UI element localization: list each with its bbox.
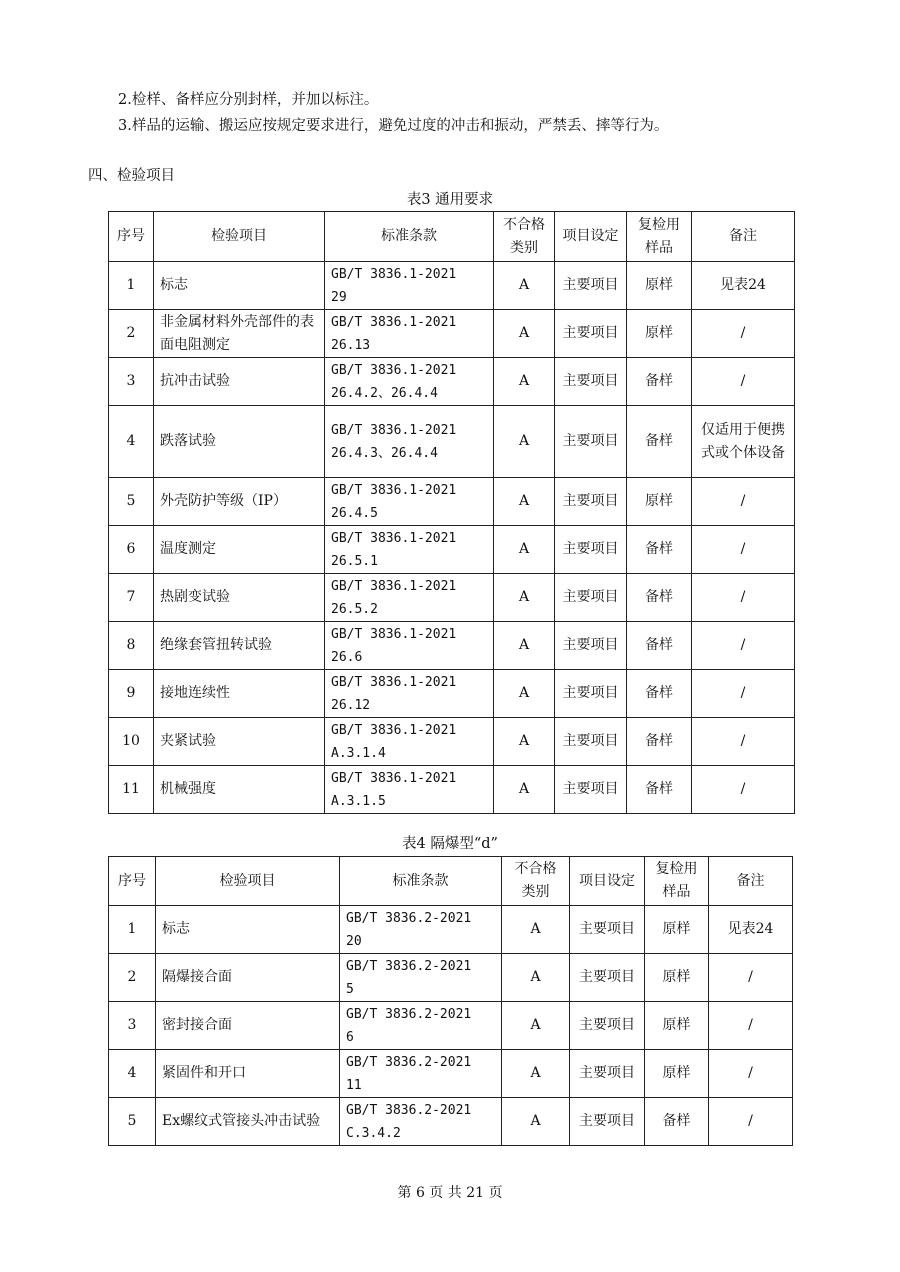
- standard-code: GB/T 3836.2-2021: [346, 958, 472, 974]
- cell-sample: 备样: [627, 358, 692, 406]
- table-row: [109, 1050, 793, 1098]
- standard-clause: 20: [346, 933, 362, 949]
- standard-code: GB/T 3836.1-2021: [331, 722, 457, 738]
- header-note: 备注: [692, 212, 795, 262]
- header-no: 序号: [109, 212, 154, 262]
- cell-standard: [325, 406, 494, 478]
- standard-clause: 26.4.3、26.4.4: [331, 445, 438, 461]
- standard-code: GB/T 3836.1-2021: [331, 266, 457, 282]
- header-note: 备注: [709, 857, 793, 906]
- table-row: [109, 906, 793, 954]
- cell-no: 4: [109, 406, 154, 478]
- cell-category: A: [494, 358, 555, 406]
- cell-no: 2: [109, 954, 156, 1002]
- cell-item: 标志: [156, 906, 340, 954]
- cell-category: A: [502, 1002, 570, 1050]
- standard-clause: 26.4.2、26.4.4: [331, 385, 438, 401]
- cell-category: A: [494, 526, 555, 574]
- cell-standard: [325, 262, 494, 310]
- standard-clause: 26.5.2: [331, 601, 378, 617]
- standard-code: GB/T 3836.2-2021: [346, 910, 472, 926]
- cell-sample: 备样: [627, 766, 692, 814]
- cell-setting: 主要项目: [555, 406, 627, 478]
- cell-category: A: [494, 262, 555, 310]
- cell-no: 3: [109, 1002, 156, 1050]
- cell-standard: [325, 718, 494, 766]
- cell-note: /: [709, 1050, 793, 1098]
- cell-item: 密封接合面: [156, 1002, 340, 1050]
- cell-setting: 主要项目: [570, 1002, 645, 1050]
- table-row: [109, 358, 795, 406]
- cell-item: 绝缘套管扭转试验: [154, 622, 325, 670]
- cell-item: 非金属材料外壳部件的表面电阻测定: [154, 310, 325, 358]
- cell-item: 接地连续性: [154, 670, 325, 718]
- table-row: [109, 1098, 793, 1146]
- standard-clause: 26.13: [331, 337, 371, 353]
- cell-item: 紧固件和开口: [156, 1050, 340, 1098]
- cell-no: 3: [109, 358, 154, 406]
- header-no: 序号: [109, 857, 156, 906]
- cell-sample: 备样: [627, 526, 692, 574]
- cell-setting: 主要项目: [555, 574, 627, 622]
- standard-clause: C.3.4.2: [346, 1125, 401, 1141]
- page-number-footer: 第 6 页 共 21 页: [397, 1185, 503, 1201]
- standard-clause: 11: [346, 1077, 362, 1093]
- intro-line-2: 3.样品的运输、搬运应按规定要求进行，避免过度的冲击和振动，严禁丢、摔等行为。: [118, 118, 669, 134]
- table-row: [109, 622, 795, 670]
- standard-clause: 29: [331, 289, 347, 305]
- standard-clause: 26.5.1: [331, 553, 378, 569]
- cell-sample: 备样: [627, 406, 692, 478]
- table-row: [109, 766, 795, 814]
- cell-category: A: [494, 310, 555, 358]
- cell-note: /: [692, 358, 795, 406]
- cell-item: 外壳防护等级（IP）: [154, 478, 325, 526]
- cell-setting: 主要项目: [555, 622, 627, 670]
- standard-code: GB/T 3836.1-2021: [331, 578, 457, 594]
- cell-standard: [325, 310, 494, 358]
- cell-no: 2: [109, 310, 154, 358]
- cell-no: 11: [109, 766, 154, 814]
- standard-clause: 26.4.5: [331, 505, 378, 521]
- standard-code: GB/T 3836.1-2021: [331, 626, 457, 642]
- cell-setting: 主要项目: [570, 1098, 645, 1146]
- cell-no: 5: [109, 1098, 156, 1146]
- cell-standard: [325, 478, 494, 526]
- cell-setting: 主要项目: [570, 1050, 645, 1098]
- cell-standard: [325, 670, 494, 718]
- cell-no: 1: [109, 262, 154, 310]
- cell-standard: [340, 906, 502, 954]
- cell-note: /: [692, 622, 795, 670]
- cell-setting: 主要项目: [555, 310, 627, 358]
- standard-code: GB/T 3836.1-2021: [331, 482, 457, 498]
- cell-note: /: [709, 1098, 793, 1146]
- cell-sample: 原样: [627, 478, 692, 526]
- cell-no: 5: [109, 478, 154, 526]
- cell-setting: 主要项目: [570, 954, 645, 1002]
- cell-standard: [325, 622, 494, 670]
- cell-standard: [340, 1050, 502, 1098]
- cell-setting: 主要项目: [555, 262, 627, 310]
- cell-setting: 主要项目: [555, 478, 627, 526]
- cell-setting: 主要项目: [555, 358, 627, 406]
- cell-sample: 备样: [627, 574, 692, 622]
- cell-standard: [325, 574, 494, 622]
- cell-no: 6: [109, 526, 154, 574]
- standard-code: GB/T 3836.1-2021: [331, 314, 457, 330]
- cell-item: 隔爆接合面: [156, 954, 340, 1002]
- standard-clause: 26.6: [331, 649, 363, 665]
- cell-no: 4: [109, 1050, 156, 1098]
- cell-category: A: [502, 906, 570, 954]
- table-row: [109, 526, 795, 574]
- cell-sample: 备样: [627, 718, 692, 766]
- standard-code: GB/T 3836.1-2021: [331, 674, 457, 690]
- cell-item: 跌落试验: [154, 406, 325, 478]
- table4-caption: 表4 隔爆型“d”: [402, 836, 498, 852]
- cell-note: /: [692, 526, 795, 574]
- cell-note: 见表24: [692, 262, 795, 310]
- cell-category: A: [502, 1050, 570, 1098]
- table-header-row: [109, 212, 795, 262]
- standard-code: GB/T 3836.1-2021: [331, 422, 457, 438]
- cell-standard: [340, 1002, 502, 1050]
- table-row: [109, 262, 795, 310]
- table-row: [109, 574, 795, 622]
- header-category: 不合格类别: [494, 212, 555, 262]
- table-row: [109, 670, 795, 718]
- cell-item: 温度测定: [154, 526, 325, 574]
- cell-item: 标志: [154, 262, 325, 310]
- cell-note: /: [692, 574, 795, 622]
- cell-standard: [325, 358, 494, 406]
- cell-note: 见表24: [709, 906, 793, 954]
- cell-note: 仅适用于便携式或个体设备: [692, 406, 795, 478]
- cell-setting: 主要项目: [555, 670, 627, 718]
- cell-sample: 原样: [645, 954, 709, 1002]
- table-row: [109, 310, 795, 358]
- cell-category: A: [494, 622, 555, 670]
- section-heading: 四、检验项目: [88, 168, 175, 184]
- table-row: [109, 1002, 793, 1050]
- cell-category: A: [494, 406, 555, 478]
- table-flameproof-d: [108, 856, 793, 1146]
- cell-category: A: [502, 1098, 570, 1146]
- standard-code: GB/T 3836.1-2021: [331, 530, 457, 546]
- standard-code: GB/T 3836.2-2021: [346, 1054, 472, 1070]
- cell-category: A: [494, 766, 555, 814]
- cell-item: 机械强度: [154, 766, 325, 814]
- cell-note: /: [692, 310, 795, 358]
- table3-caption: 表3 通用要求: [406, 192, 494, 208]
- table-row: [109, 406, 795, 478]
- standard-clause: A.3.1.4: [331, 745, 386, 761]
- cell-item: 夹紧试验: [154, 718, 325, 766]
- cell-category: A: [494, 718, 555, 766]
- header-sample: 复检用样品: [627, 212, 692, 262]
- intro-line-1: 2.检样、备样应分别封样，并加以标注。: [118, 92, 379, 108]
- cell-item: 热剧变试验: [154, 574, 325, 622]
- standard-clause: 6: [346, 1029, 354, 1045]
- table-general-requirements: [108, 211, 795, 814]
- header-sample: 复检用样品: [645, 857, 709, 906]
- cell-no: 10: [109, 718, 154, 766]
- standard-code: GB/T 3836.2-2021: [346, 1102, 472, 1118]
- header-setting: 项目设定: [570, 857, 645, 906]
- standard-clause: A.3.1.5: [331, 793, 386, 809]
- cell-item: 抗冲击试验: [154, 358, 325, 406]
- cell-sample: 原样: [627, 310, 692, 358]
- cell-no: 1: [109, 906, 156, 954]
- cell-note: /: [692, 766, 795, 814]
- cell-setting: 主要项目: [570, 906, 645, 954]
- cell-setting: 主要项目: [555, 526, 627, 574]
- cell-standard: [340, 954, 502, 1002]
- cell-sample: 原样: [645, 1050, 709, 1098]
- cell-note: /: [692, 670, 795, 718]
- table-row: [109, 954, 793, 1002]
- cell-sample: 备样: [627, 670, 692, 718]
- cell-note: /: [692, 718, 795, 766]
- cell-setting: 主要项目: [555, 718, 627, 766]
- cell-note: /: [709, 1002, 793, 1050]
- header-category: 不合格类别: [502, 857, 570, 906]
- standard-clause: 26.12: [331, 697, 371, 713]
- cell-note: /: [692, 478, 795, 526]
- cell-no: 8: [109, 622, 154, 670]
- cell-category: A: [502, 954, 570, 1002]
- table-header-row: [109, 857, 793, 906]
- cell-category: A: [494, 670, 555, 718]
- cell-category: A: [494, 574, 555, 622]
- table-row: [109, 718, 795, 766]
- cell-item: Ex螺纹式管接头冲击试验: [156, 1098, 340, 1146]
- standard-code: GB/T 3836.1-2021: [331, 362, 457, 378]
- cell-no: 9: [109, 670, 154, 718]
- cell-category: A: [494, 478, 555, 526]
- header-standard: 标准条款: [325, 212, 494, 262]
- standard-clause: 5: [346, 981, 354, 997]
- header-item: 检验项目: [156, 857, 340, 906]
- table-row: [109, 478, 795, 526]
- cell-note: /: [709, 954, 793, 1002]
- cell-sample: 备样: [645, 1098, 709, 1146]
- header-setting: 项目设定: [555, 212, 627, 262]
- cell-sample: 原样: [645, 906, 709, 954]
- cell-standard: [325, 526, 494, 574]
- standard-code: GB/T 3836.1-2021: [331, 770, 457, 786]
- header-standard: 标准条款: [340, 857, 502, 906]
- cell-sample: 备样: [627, 622, 692, 670]
- cell-sample: 原样: [645, 1002, 709, 1050]
- cell-standard: [325, 766, 494, 814]
- header-item: 检验项目: [154, 212, 325, 262]
- cell-setting: 主要项目: [555, 766, 627, 814]
- cell-no: 7: [109, 574, 154, 622]
- cell-standard: [340, 1098, 502, 1146]
- standard-code: GB/T 3836.2-2021: [346, 1006, 472, 1022]
- cell-sample: 原样: [627, 262, 692, 310]
